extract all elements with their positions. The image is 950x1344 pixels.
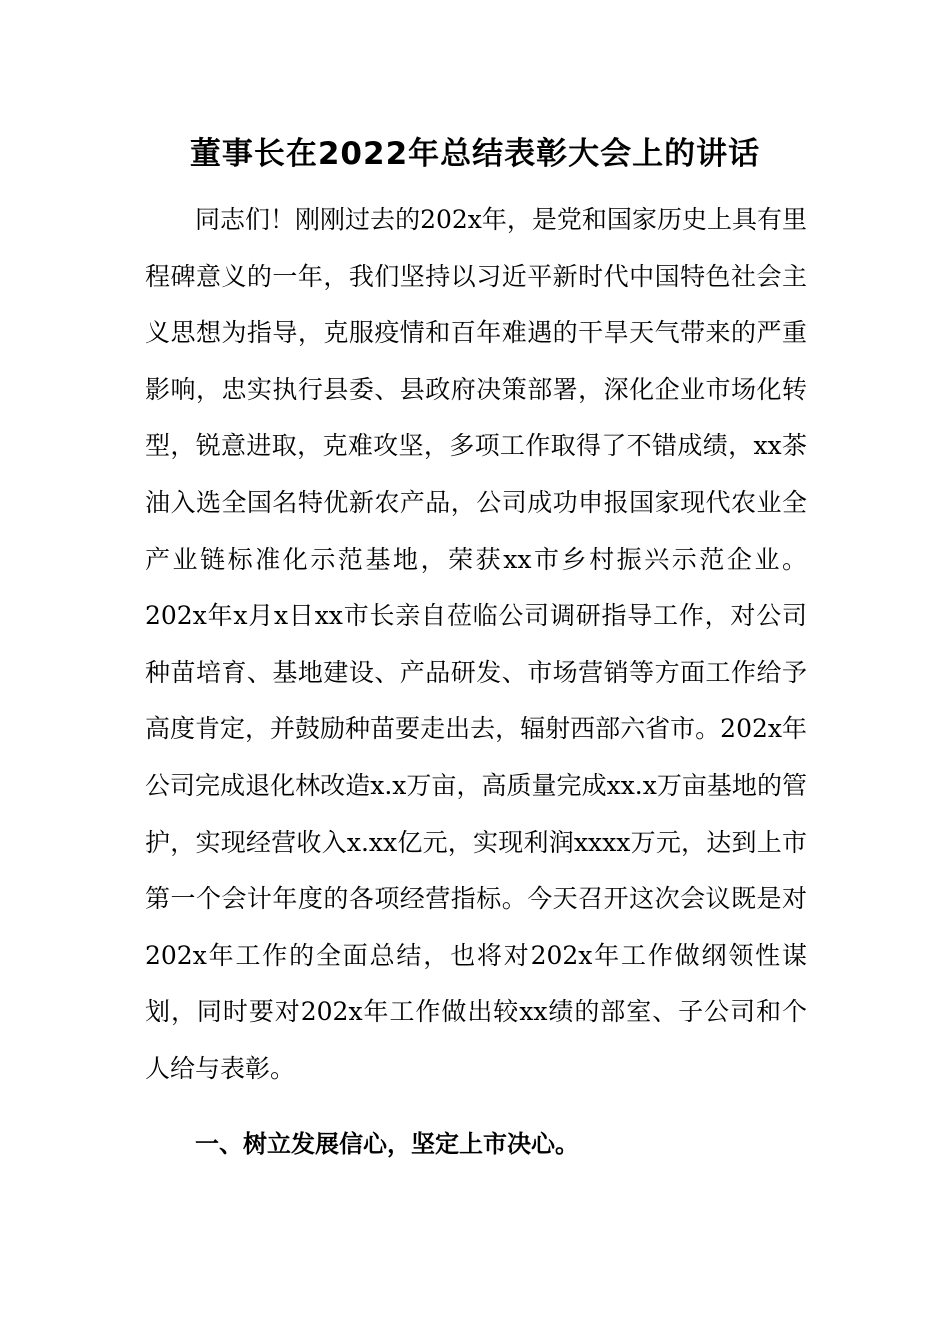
document-title: 董事长在2022年总结表彰大会上的讲话 [189,136,761,172]
section-heading: 一、树立发展信心，坚定上市决心。 [195,1130,579,1158]
body-paragraph: 同志们！刚刚过去的202x年，是党和国家历史上具有里程碑意义的一年，我们坚持以习近平新时代中国特色社会主义思想为指导，克服疫情和百年难遇的干旱天气带来的严重影响，忠实执行县委、县政府决策部署，深化企业市场化转型，锐意进取，克难攻坚，多项工作取得了不错成绩，xx茶油入选全国名特优新农产品，公司成功申报国家现代农业全产业链标准化示范基地，荣获xx市乡村振兴示范企业。202x年x月x日xx市长亲自莅临公司调研指导工作，对公司种苗培育、基地建设、产品研发、市场营销等方面工作给予高度肯定，并鼓励种苗要走出去，辐射西部六省市。202x年公司完成退化林改造x.x万亩，高质量完成xx.x万亩基地的管护，实现经营收入x.xx亿元，实现利润xxxx万元，达到上市第一个会计年度的各项经营指标。今天召开这次会议既是对202x年工作的全面总结，也将对202x年工作做纲领性谋划，同时要对202x年工作做出较xx绩的部室、子公司和个人给与表彰。 [145,205,807,1083]
